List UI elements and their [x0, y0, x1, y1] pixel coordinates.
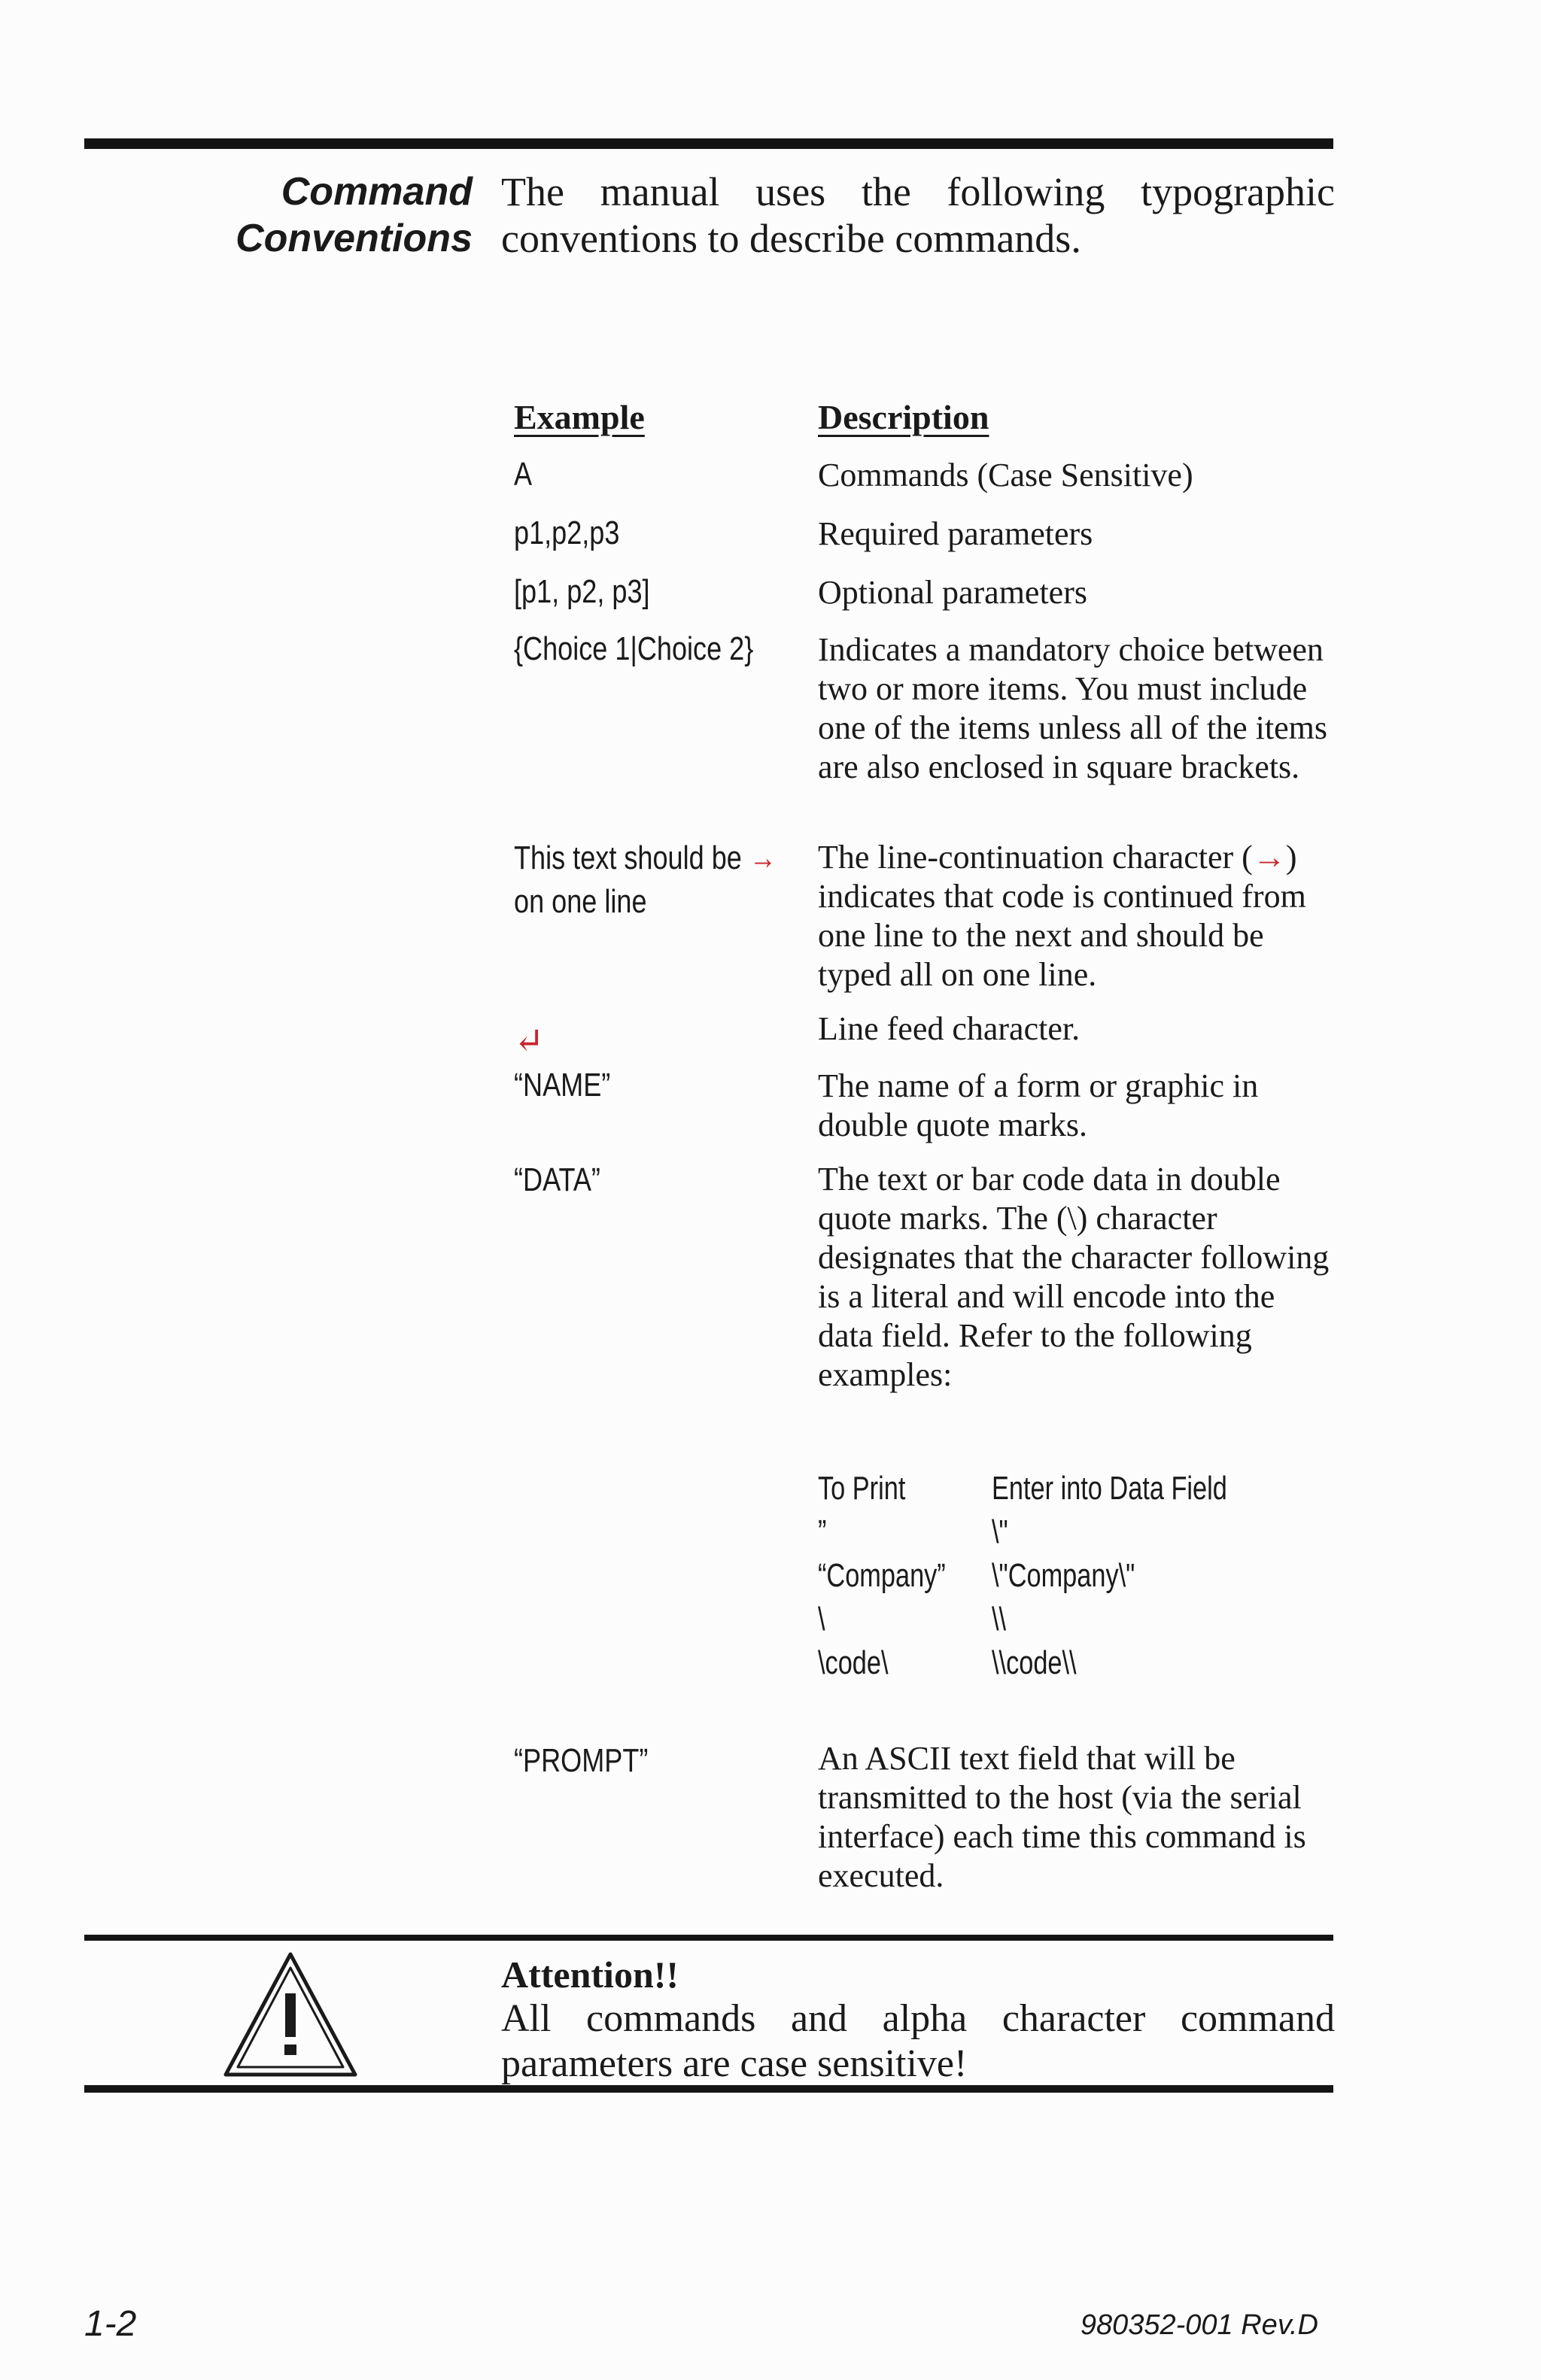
example-required-params: [514, 512, 619, 555]
top-rule: [84, 138, 1333, 149]
description-command: Commands (Case Sensitive): [818, 457, 1193, 493]
example-command: A: [514, 456, 533, 493]
intro-paragraph: The manual uses the following typographic conventions to describe commands.: [501, 169, 1335, 261]
description-name: The name of a form or graphic in double quote marks.: [818, 1067, 1259, 1143]
description-optional-params: Optional parameters: [818, 574, 1087, 611]
example-choice: {Choice 1|Choice 2}: [514, 630, 754, 667]
data-example-print: “Company”: [818, 1557, 946, 1594]
example-continuation-line2: on one line: [514, 883, 647, 920]
attention-top-rule: [84, 1935, 1333, 1941]
attention-title: Attention!!: [501, 1953, 679, 1996]
description-continuation-part1: The line-continuation character (: [818, 839, 1253, 876]
continuation-arrow-icon: →: [749, 839, 777, 876]
description-line-feed: Line feed character.: [818, 1010, 1081, 1047]
example-data: “DATA”: [514, 1161, 600, 1198]
data-example-enter: \\: [992, 1601, 1007, 1638]
data-example-enter: \"Company\": [992, 1557, 1135, 1594]
data-example-enter: \": [992, 1513, 1008, 1550]
example-prompt: “PROMPT”: [514, 1742, 649, 1779]
example-name: “NAME”: [514, 1067, 611, 1103]
example-continuation-line1: This text should be: [514, 839, 742, 876]
description-prompt: An ASCII text field that will be transmitted to the host (via the serial interface) each time this command is executed.: [818, 1740, 1306, 1894]
example-continuation: [514, 836, 777, 924]
data-examples-header-enter: Enter into Data Field: [992, 1470, 1227, 1507]
column-header-description: Description: [818, 398, 989, 436]
description-continuation: [818, 838, 1330, 994]
section-heading-line1: Command: [281, 170, 473, 214]
column-header-example: Example: [514, 398, 645, 436]
section-heading: [236, 168, 473, 262]
warning-triangle-icon: [220, 1947, 361, 2082]
attention-bottom-rule: [84, 2085, 1333, 2093]
data-example-print: \: [818, 1601, 825, 1638]
example-optional-params: [p1, p2, p3]: [514, 573, 650, 610]
description-continuation-part2: ) indicates that code is continued from one line to the next and should be typed all on one line.: [818, 839, 1306, 993]
data-example-print: ”: [818, 1513, 827, 1550]
line-feed-icon: ↵: [514, 1022, 545, 1061]
attention-body: All commands and alpha character command parameters are case sensitive!: [501, 1997, 1335, 2085]
description-required-params: Required parameters: [818, 515, 1093, 552]
description-choice: Indicates a mandatory choice between two or more items. You must include one of the items unless all of the items are also enclosed in square brackets.: [818, 631, 1327, 785]
section-heading-line2: Conventions: [236, 217, 473, 260]
document-number: 980352-001 Rev.D: [1080, 2309, 1318, 2341]
data-examples-header-print: To Print: [818, 1470, 906, 1507]
data-example-enter: \\code\\: [992, 1644, 1077, 1681]
page-number: 1-2: [84, 2304, 137, 2344]
example-required-params-text: p1,p2,p3: [514, 515, 620, 551]
data-example-print: \code\: [818, 1644, 889, 1681]
description-data: The text or bar code data in double quote marks. The (\) character designates that the character following is a literal and will encode into the data field. Refer to the following examples:: [818, 1161, 1330, 1393]
continuation-arrow-inline-icon: →: [1252, 839, 1286, 876]
